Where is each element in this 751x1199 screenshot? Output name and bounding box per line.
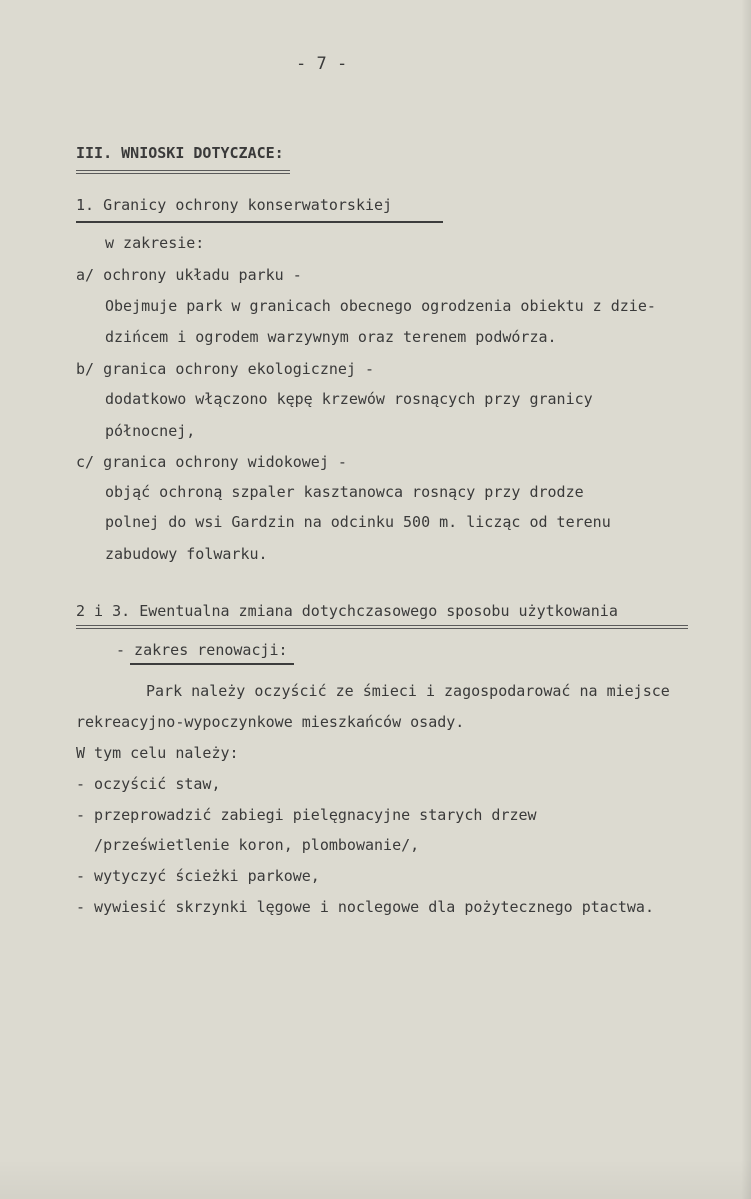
subsection2-heading: 2 i 3. Ewentualna zmiana dotychczasowego sposobu użytkowania (76, 602, 618, 620)
paper-edge-shadow (741, 0, 751, 1199)
item-c-line1: objąć ochroną szpaler kasztanowca rosnący przy drodze (105, 483, 584, 501)
item-c-line2: polnej do wsi Gardzin na odcinku 500 m. licząc od terenu (105, 513, 611, 531)
item-a-line2: dzińcem i ogrodem warzywnym oraz terenem podwórza. (105, 328, 557, 346)
item-a-label: a/ ochrony układu parku - (76, 266, 302, 284)
item-b-line1: dodatkowo włączono kępę krzewów rosnących przy granicy (105, 390, 593, 408)
section-title-double-underline (76, 170, 290, 174)
item-c-line3: zabudowy folwarku. (105, 545, 268, 563)
page-number: - 7 - (296, 54, 348, 74)
item-a-line1: Obejmuje park w granicach obecnego ogrodzenia obiektu z dzie- (105, 297, 656, 315)
paragraph-line2: rekreacyjno-wypoczynkowe mieszkańców osady. (76, 713, 465, 731)
item-c-label: c/ granica ochrony widokowej - (76, 453, 347, 471)
task-1: - oczyścić staw, (76, 775, 221, 793)
task-2: - przeprowadzić zabiegi pielęgnacyjne starych drzew (76, 806, 537, 824)
task-3: - wytyczyć ścieżki parkowe, (76, 867, 320, 885)
subsection2-subheading: - zakres renowacji: (116, 641, 288, 659)
section-title: III. WNIOSKI DOTYCZACE: (76, 144, 284, 162)
subsection2-subheading-underline (130, 663, 294, 665)
paper-bottom-shadow (0, 1159, 751, 1199)
item-b-line2: północnej, (105, 422, 196, 440)
subsection1-heading: 1. Granicy ochrony konserwatorskiej (76, 196, 393, 214)
item-b-label: b/ granica ochrony ekologicznej - (76, 360, 375, 378)
subsection2-heading-underline (76, 625, 688, 629)
paragraph-line1: Park należy oczyścić ze śmieci i zagospodarować na miejsce (146, 682, 670, 700)
subsection1-heading-underline (76, 221, 443, 223)
subsection1-intro: w zakresie: (105, 234, 205, 252)
task-4: - wywiesić skrzynki lęgowe i noclegowe dla pożytecznego ptactwa. (76, 898, 654, 916)
task-2-continuation: /prześwietlenie koron, plombowanie/, (76, 836, 420, 854)
task-intro: W tym celu należy: (76, 744, 239, 762)
